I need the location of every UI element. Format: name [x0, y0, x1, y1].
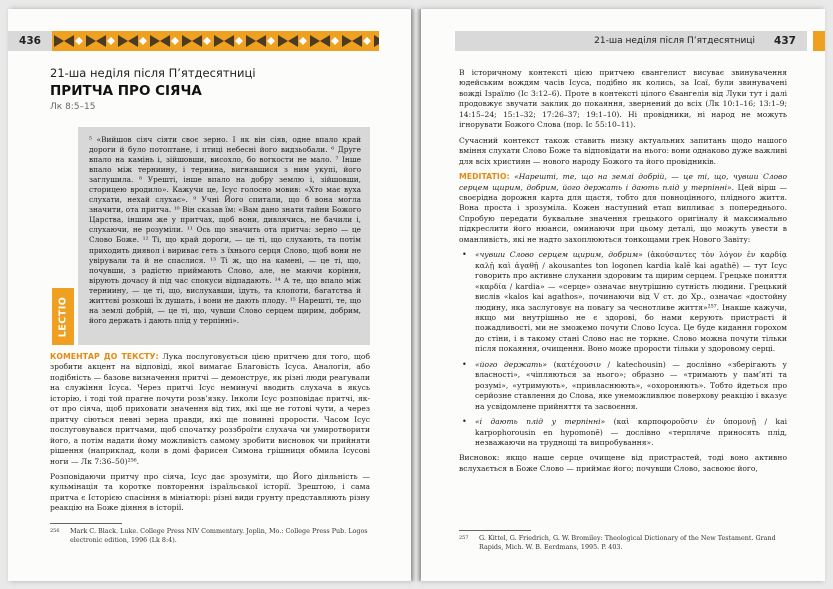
footnote	[459, 534, 787, 551]
right-column	[459, 68, 787, 479]
list-item	[459, 250, 787, 355]
footnote-number: 256	[50, 528, 60, 534]
footnote-rule	[50, 523, 122, 524]
body-paragraph: Розповідаючи притчу про сіяча, Ісус дає зрозуміти, що Його діяльність — кульмінація та коротке повторення ізраїльської історії. Зрештою, і сама притча є Історією спасіння в мініатюрі: різні види грунту представляють різну реакцію на Боже діяння в історії.	[50, 471, 370, 513]
bullet-text: (καὶ καρποφοροῦσιν ἐν ὑπομονῇ / kai karpophorousin en hypomonē) — дослівно «терпляче приносять плід, незважаючи на труднощі та випробування».	[475, 417, 788, 447]
lectio-text: ⁵ «Вийшов сіяч сіяти своє зерно. І як він сіяв, одне впало край дороги й було потоптане, і птиці небесні його видзьобали. ⁶ Друге впало на камінь і, зійшовши, висохло, бо вогкости не мало. ⁷ Інше впало між терниину, і тернина, вигнавшися з ним укупі, його заглушила. ⁸ Урешті, інше впало на добру землю і, зійшовши, сторицею вродило». Кажучи це, Ісус голосно мовив: «Хто має вуха слухати, нехай слухає». ⁹ Учні Його спитали, що б вона могла значити, ота притча. ¹⁰ Він сказав їм: «Вам дано знати тайни Божого Царства, іншим же у притчах, щоб вони, дивлячись, не бачили і, слухаючи, не розуміли. ¹¹ Ось що значить ота притча: зерно — це Слово Боже. ¹² Ті, що край дороги, — це ті, що слухають, та потім приходить диявол і вириває геть з їхнього серця Слово, щоб вони не увірували та й не спаслися. ¹³ Ті ж, що на камені, — це ті, що, почувши, з радістю приймають Слово, але, не маючи коріння, вірують дочасу й під час спокуси відпадають. ¹⁴ А те, що впало між терниину, — це ті, що, вислухавши, ідуть, та клопоти, багатства й життєві розкоші їх душать, і вони не дають плоду. ¹⁵ Нарешті, те, що на землі добрій, — це ті, що, чувши Слово серцем щирим, добрим, його держать і дають плід у терпінні».	[89, 135, 361, 325]
bullet-lead: «і дають плід у терпінні»	[475, 417, 606, 427]
bullet-icon: •	[462, 417, 467, 427]
page-number: 437	[763, 31, 807, 51]
ornament-motif	[214, 35, 243, 47]
ornament-motif	[86, 35, 115, 47]
footnote-text: Mark C. Black. Luke. College Press NIV Commentary. Joplin, Mo.: College Press Pub. Logos electronic edition, 1996 (Lk 8:4).	[70, 527, 368, 544]
ornament-motif	[310, 35, 339, 47]
list-item	[459, 360, 787, 412]
ornament-motif	[278, 35, 307, 47]
comment-paragraph	[50, 352, 370, 467]
comment-label: КОМЕНТАР ДО ТЕКСТУ:	[50, 352, 159, 361]
body-paragraph: В історичному контексті цією притчею євангелист висуває звинувачення юдейським вождям часів Ісуса, подібно як колись, за Ісаї, були звинувачені вожді Ізраїлю (Іс 3:12–6). Проте в контексті цілого Євангелія від Луки тут і далі продовжує звучати заклик до покаяння, звернений до всіх (Лк 10:1–16; 13:1–9; 14:15–24; 15:1–32; 17:26–37; 19:1–10). Ні провідники, ні народ не можуть ігнорувати Божого Слова (пор. Іс 55:10–11).	[459, 68, 787, 130]
body-paragraph: Сучасний контекст також ставить низку актуальних запитань щодо нашого вміння слухати Слово Боже та відповідати на нього: вони однаково дуже важливі для всіх християн — нового народу Божого та його провідників.	[459, 135, 787, 166]
ornament-motif	[118, 35, 147, 47]
ornament-band	[52, 31, 379, 51]
edge-tab	[813, 31, 825, 51]
meditatio-paragraph	[459, 172, 787, 245]
footnote-number: 257	[459, 535, 469, 541]
ornament-motif	[342, 35, 371, 47]
scripture-reference: Лк 8:5–15	[50, 102, 96, 112]
lectio-box	[78, 127, 370, 345]
ornament-motif	[54, 35, 83, 47]
ornament-motif	[150, 35, 179, 47]
lectio-label: LECTIO	[57, 296, 69, 337]
diamond-cross-ornament	[52, 31, 379, 51]
meditatio-label: MEDITATIO:	[459, 172, 510, 182]
comment-text: Лука послуговується цією притчею для того, щоб зробити акцент на відповіді, якої вимагає Благовість Ісуса. Аналогія, або подібність — базове визначення притчі — демонструє, як різні люди реагували на служіння Ісуса. Через притчі Ісус неминучі вводить слухача в якусь історію, і тоді той прагне почути розв’язку. Інколи Ісус розповідає притчі, як-от про сіяча, щоб приховати значення від тих, які ще не готові чути, а через притчу сіються певні зерна правди, які ще повинні прорости. Часом Ісус послуговувався притчами, щоб спочатку роззброїти слухача чи умиротворити його, а потім надати йому можливість самому зробити висновок чи прийняти рішення (наприклад, коли в домі фарисея Симона грішниця обмила Ісусові ноги — Лк 7:36–50)²⁵⁶.	[50, 352, 370, 466]
bullet-icon: •	[462, 250, 467, 260]
page-title: ПРИТЧА ПРО СІЯЧА	[50, 83, 202, 99]
bullet-text: (ἀκούσαντες τὸν λόγον ἐν καρδίᾳ καλῇ καὶ ἀγαθῇ / akousantes ton logonen kardia kalē kai agathē) — тут Ісус говорить про активне слухання здоровим та щирим серцем. Грецьке поняття «καρδία / kardia» — «серце» означає внутрішню сутність людини. Грецький вислів «kalos kai agathos», починаючи від V ст. до Хр., означає «достойну людину, яка заслуговує на повагу за чеснотливе життя»²⁵⁷. Інакше кажучи, якщо ми внутрішньо не є здорові, бо нами керують пристрасті й пожадливості, ми не зможемо почути Слово Ісуса. Це буде кидання горохом до стіни, і в такому стані Слово нас не торкне. Слово можна почути тільки після покаяння, очищення. Воно може прорости тільки у здоровому серці.	[475, 250, 787, 354]
right-page	[421, 9, 825, 581]
footnote	[50, 527, 370, 544]
meditatio-quote: «Нарешті, те, що на землі добрій, — це ті, що, чувши Слово серцем щирим, добрим, його держать і дають плід у терпінні».	[459, 172, 787, 192]
bullet-text: (κατέχουσιν / katechousin) — дослівно «зберігають у власності», «чіпляються за нього»; образно — «тримають у пам’яті та розумі», «утримують», «привласнюють», «охороняють». Тобто йдеться про серйозне ставлення до Слова, яке унеможливлює поверхову реакцію і вказує на усвідомлене прийняття та засвоєння.	[475, 359, 788, 411]
list-item	[459, 417, 787, 448]
meditatio-text: Цей вірш — своєрідна дорожня карта для щастя, тобто для повноцінного, плідного життя. Вона проста і зрозуміла. Кожен наступний етап випливає з попереднього. Спробую передати буквальне значення грецького оригіналу й максимально підкреслити його нюанси, оминаючи при цьому деталі, що можуть увести в оманливість, які не надто захоплюються тонкощами грек Нового Завіту:	[459, 182, 787, 244]
conclusion-paragraph: Висновок: якщо наше серце очищене від пристрастей, тоді воно активно вслухається в Боже Слово — приймає його; почувши Слово, засвоює його,	[459, 453, 787, 473]
book-gutter	[411, 9, 421, 581]
ornament-motif	[246, 35, 275, 47]
left-page	[8, 9, 411, 581]
comment-column	[50, 352, 370, 519]
bullet-icon: •	[462, 359, 467, 369]
footnote-rule	[459, 530, 531, 531]
ornament-motif	[182, 35, 211, 47]
footnote-text: G. Kittel, G. Friedrich, G. W. Bromiley: Theological Dictionary of the New Testament. Grand Rapids, Mich. W. B. Eerdmans, 1995. P. 403.	[479, 534, 776, 551]
ornament-motif	[374, 35, 379, 47]
lectio-tab	[52, 288, 74, 345]
sunday-heading: 21-ша неділя після П’ятдесятниці	[50, 66, 256, 80]
running-head: 21-ша неділя після П’ятдесятниці	[455, 31, 763, 51]
bullet-lead: «чувши Слово серцем щирим, добрим»	[475, 250, 643, 260]
bullet-lead: «його держать»	[475, 359, 548, 369]
page-number: 436	[8, 31, 52, 51]
